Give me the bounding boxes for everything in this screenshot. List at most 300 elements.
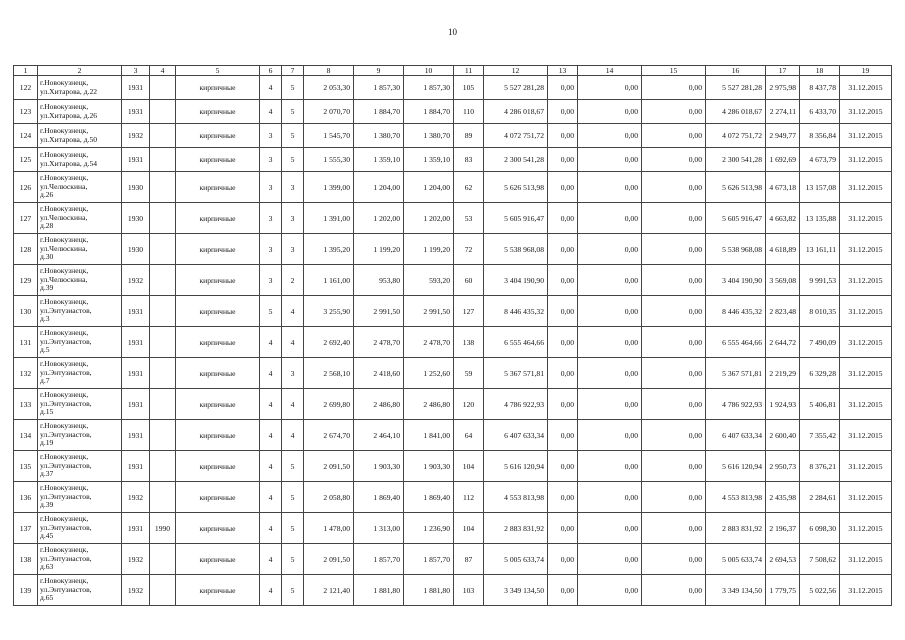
cell-c16: 5 538 968,08 <box>706 234 766 265</box>
cell-c11: 105 <box>454 76 484 100</box>
cell-c19: 31.12.2015 <box>840 389 892 420</box>
cell-c14: 0,00 <box>578 513 642 544</box>
cell-year: 1931 <box>122 389 150 420</box>
cell-c16: 5 527 281,28 <box>706 76 766 100</box>
column-header: 5 <box>176 66 260 76</box>
cell-material: кирпичные <box>176 358 260 389</box>
column-header: 17 <box>766 66 800 76</box>
cell-c13: 0,00 <box>548 203 578 234</box>
address-line: г.Новокузнецк, <box>40 390 89 400</box>
cell-c13: 0,00 <box>548 327 578 358</box>
cell-c8: 1 555,30 <box>304 148 354 172</box>
cell-year2 <box>150 100 176 124</box>
address-line: г.Новокузнецк, <box>40 452 89 462</box>
cell-c19: 31.12.2015 <box>840 327 892 358</box>
column-header: 14 <box>578 66 642 76</box>
cell-c9: 1 199,20 <box>354 234 404 265</box>
cell-year2 <box>150 327 176 358</box>
cell-c18: 13 135,88 <box>800 203 840 234</box>
address-cell <box>38 482 122 513</box>
address-line: г.Новокузнецк, <box>40 483 89 493</box>
address-line: ул.Хитарова, д.50 <box>40 134 98 144</box>
address-line: г.Новокузнецк, <box>40 173 89 183</box>
cell-year: 1932 <box>122 124 150 148</box>
cell-c13: 0,00 <box>548 172 578 203</box>
cell-c8: 1 161,00 <box>304 265 354 296</box>
cell-c11: 104 <box>454 513 484 544</box>
cell-c10: 1 857,70 <box>404 544 454 575</box>
cell-c8: 2 070,70 <box>304 100 354 124</box>
address-cell <box>38 451 122 482</box>
cell-c17: 4 673,18 <box>766 172 800 203</box>
cell-year: 1931 <box>122 296 150 327</box>
cell-c11: 110 <box>454 100 484 124</box>
cell-c18: 8 010,35 <box>800 296 840 327</box>
address-line: д.26 <box>40 190 54 200</box>
cell-c14: 0,00 <box>578 172 642 203</box>
address-line: ул.Энтузиастов, <box>40 491 92 501</box>
cell-c11: 120 <box>454 389 484 420</box>
address-line: ул.Челюскина, <box>40 274 88 284</box>
column-header: 3 <box>122 66 150 76</box>
cell-c14: 0,00 <box>578 148 642 172</box>
cell-c18: 8 356,84 <box>800 124 840 148</box>
cell-c16: 5 605 916,47 <box>706 203 766 234</box>
cell-c19: 31.12.2015 <box>840 234 892 265</box>
cell-c8: 1 395,20 <box>304 234 354 265</box>
cell-c19: 31.12.2015 <box>840 203 892 234</box>
table-row <box>14 513 892 544</box>
cell-c15: 0,00 <box>642 544 706 575</box>
cell-n: 133 <box>14 389 38 420</box>
cell-c19: 31.12.2015 <box>840 296 892 327</box>
cell-c11: 89 <box>454 124 484 148</box>
address-line: г.Новокузнецк, <box>40 266 89 276</box>
cell-c13: 0,00 <box>548 148 578 172</box>
cell-c7: 3 <box>282 234 304 265</box>
cell-c8: 1 391,00 <box>304 203 354 234</box>
cell-c11: 59 <box>454 358 484 389</box>
address-cell <box>38 172 122 203</box>
cell-material: кирпичные <box>176 327 260 358</box>
cell-c9: 1 359,10 <box>354 148 404 172</box>
cell-c19: 31.12.2015 <box>840 265 892 296</box>
cell-year: 1931 <box>122 358 150 389</box>
cell-c10: 2 478,70 <box>404 327 454 358</box>
cell-c12: 4 786 922,93 <box>484 389 548 420</box>
cell-year: 1931 <box>122 327 150 358</box>
cell-c8: 1 478,00 <box>304 513 354 544</box>
address-cell <box>38 296 122 327</box>
cell-c10: 1 881,80 <box>404 575 454 606</box>
cell-c15: 0,00 <box>642 513 706 544</box>
address-line: г.Новокузнецк, <box>40 78 89 87</box>
cell-c15: 0,00 <box>642 265 706 296</box>
cell-c18: 4 673,79 <box>800 148 840 172</box>
address-line: ул.Энтузиастов, <box>40 398 92 408</box>
cell-c17: 2 949,77 <box>766 124 800 148</box>
table-row <box>14 148 892 172</box>
cell-year: 1931 <box>122 76 150 100</box>
cell-c16: 6 407 633,34 <box>706 420 766 451</box>
cell-c7: 5 <box>282 575 304 606</box>
address-line: г.Новокузнецк, <box>40 576 89 586</box>
cell-c17: 2 823,48 <box>766 296 800 327</box>
cell-c6: 4 <box>260 327 282 358</box>
cell-c15: 0,00 <box>642 100 706 124</box>
cell-c7: 5 <box>282 148 304 172</box>
cell-material: кирпичные <box>176 234 260 265</box>
cell-c18: 7 490,09 <box>800 327 840 358</box>
cell-c14: 0,00 <box>578 124 642 148</box>
address-line: ул.Энтузиастов, <box>40 522 92 532</box>
table-row <box>14 451 892 482</box>
column-header: 19 <box>840 66 892 76</box>
cell-c15: 0,00 <box>642 76 706 100</box>
cell-c7: 5 <box>282 124 304 148</box>
cell-c16: 8 446 435,32 <box>706 296 766 327</box>
cell-year2 <box>150 234 176 265</box>
column-header: 1 <box>14 66 38 76</box>
cell-c13: 0,00 <box>548 100 578 124</box>
address-cell <box>38 265 122 296</box>
cell-c12: 6 555 464,66 <box>484 327 548 358</box>
cell-c7: 5 <box>282 76 304 100</box>
cell-c11: 53 <box>454 203 484 234</box>
cell-c6: 4 <box>260 100 282 124</box>
cell-c17: 2 694,53 <box>766 544 800 575</box>
cell-c15: 0,00 <box>642 234 706 265</box>
cell-n: 139 <box>14 575 38 606</box>
cell-c11: 60 <box>454 265 484 296</box>
cell-c17: 3 569,08 <box>766 265 800 296</box>
cell-material: кирпичные <box>176 513 260 544</box>
cell-c14: 0,00 <box>578 389 642 420</box>
cell-c10: 1 204,00 <box>404 172 454 203</box>
cell-c15: 0,00 <box>642 451 706 482</box>
cell-c14: 0,00 <box>578 203 642 234</box>
cell-c6: 3 <box>260 172 282 203</box>
address-line: д.45 <box>40 531 54 541</box>
table-row <box>14 76 892 100</box>
cell-c9: 1 857,70 <box>354 544 404 575</box>
cell-c18: 6 433,70 <box>800 100 840 124</box>
cell-c8: 2 674,70 <box>304 420 354 451</box>
column-header: 9 <box>354 66 404 76</box>
address-line: ул.Хитарова, д.26 <box>40 110 98 120</box>
cell-c15: 0,00 <box>642 124 706 148</box>
cell-c15: 0,00 <box>642 172 706 203</box>
cell-c7: 4 <box>282 296 304 327</box>
cell-c16: 3 404 190,90 <box>706 265 766 296</box>
cell-c17: 2 196,37 <box>766 513 800 544</box>
cell-c16: 4 286 018,67 <box>706 100 766 124</box>
cell-c10: 1 884,70 <box>404 100 454 124</box>
address-line: ул.Энтузиастов, <box>40 367 92 377</box>
cell-c10: 2 991,50 <box>404 296 454 327</box>
address-line: г.Новокузнецк, <box>40 328 89 338</box>
cell-c12: 2 883 831,92 <box>484 513 548 544</box>
column-header: 15 <box>642 66 706 76</box>
cell-c7: 5 <box>282 544 304 575</box>
cell-c9: 2 991,50 <box>354 296 404 327</box>
table-row <box>14 482 892 513</box>
cell-c16: 5 367 571,81 <box>706 358 766 389</box>
address-cell <box>38 327 122 358</box>
cell-c7: 4 <box>282 389 304 420</box>
table-row <box>14 100 892 124</box>
address-line: д.28 <box>40 221 54 231</box>
address-line: ул.Хитарова, д.54 <box>40 158 98 168</box>
cell-c8: 2 053,30 <box>304 76 354 100</box>
cell-c13: 0,00 <box>548 296 578 327</box>
address-line: ул.Энтузиастов, <box>40 429 92 439</box>
cell-c10: 1 202,00 <box>404 203 454 234</box>
column-header: 7 <box>282 66 304 76</box>
cell-c10: 2 486,80 <box>404 389 454 420</box>
cell-c12: 4 072 751,72 <box>484 124 548 148</box>
address-line: ул.Энтузиастов, <box>40 553 92 563</box>
address-line: г.Новокузнецк, <box>40 126 89 135</box>
cell-year: 1931 <box>122 451 150 482</box>
cell-c16: 3 349 134,50 <box>706 575 766 606</box>
cell-c18: 13 157,08 <box>800 172 840 203</box>
address-line: д.15 <box>40 407 54 417</box>
cell-c16: 5 005 633,74 <box>706 544 766 575</box>
cell-year2 <box>150 203 176 234</box>
cell-c12: 5 605 916,47 <box>484 203 548 234</box>
cell-c17: 4 663,82 <box>766 203 800 234</box>
cell-c17: 2 219,29 <box>766 358 800 389</box>
cell-year2 <box>150 451 176 482</box>
page-number: 10 <box>448 27 457 37</box>
cell-c6: 3 <box>260 203 282 234</box>
cell-year: 1930 <box>122 203 150 234</box>
address-line: д.63 <box>40 562 54 572</box>
cell-year2: 1990 <box>150 513 176 544</box>
cell-n: 131 <box>14 327 38 358</box>
cell-c17: 2 975,98 <box>766 76 800 100</box>
cell-c8: 1 545,70 <box>304 124 354 148</box>
cell-c17: 1 779,75 <box>766 575 800 606</box>
header-row <box>14 66 892 76</box>
cell-c8: 1 399,00 <box>304 172 354 203</box>
cell-n: 122 <box>14 76 38 100</box>
cell-c18: 7 508,62 <box>800 544 840 575</box>
cell-c8: 2 091,50 <box>304 451 354 482</box>
cell-c11: 83 <box>454 148 484 172</box>
cell-c9: 1 884,70 <box>354 100 404 124</box>
address-line: д.39 <box>40 283 54 293</box>
column-header: 12 <box>484 66 548 76</box>
cell-c9: 1 202,00 <box>354 203 404 234</box>
cell-material: кирпичные <box>176 76 260 100</box>
cell-c6: 4 <box>260 76 282 100</box>
cell-c7: 3 <box>282 358 304 389</box>
cell-c7: 4 <box>282 327 304 358</box>
address-line: ул.Челюскина, <box>40 181 88 191</box>
cell-material: кирпичные <box>176 482 260 513</box>
cell-c12: 2 300 541,28 <box>484 148 548 172</box>
cell-year2 <box>150 172 176 203</box>
cell-year2 <box>150 482 176 513</box>
cell-c12: 3 404 190,90 <box>484 265 548 296</box>
address-cell <box>38 575 122 606</box>
address-line: д.7 <box>40 376 50 386</box>
cell-c15: 0,00 <box>642 296 706 327</box>
cell-c18: 6 329,28 <box>800 358 840 389</box>
cell-c8: 2 699,80 <box>304 389 354 420</box>
cell-material: кирпичные <box>176 124 260 148</box>
address-line: ул.Энтузиастов, <box>40 584 92 594</box>
cell-c11: 64 <box>454 420 484 451</box>
address-line: ул.Энтузиастов, <box>40 460 92 470</box>
cell-c13: 0,00 <box>548 265 578 296</box>
column-header: 2 <box>38 66 122 76</box>
table-row <box>14 575 892 606</box>
address-line: г.Новокузнецк, <box>40 421 89 431</box>
cell-c10: 593,20 <box>404 265 454 296</box>
cell-c9: 2 478,70 <box>354 327 404 358</box>
cell-c9: 1 204,00 <box>354 172 404 203</box>
address-cell <box>38 76 122 100</box>
cell-n: 126 <box>14 172 38 203</box>
cell-c9: 953,80 <box>354 265 404 296</box>
cell-c6: 3 <box>260 265 282 296</box>
cell-c15: 0,00 <box>642 575 706 606</box>
cell-c15: 0,00 <box>642 358 706 389</box>
cell-c9: 1 380,70 <box>354 124 404 148</box>
address-cell <box>38 544 122 575</box>
cell-c16: 4 553 813,98 <box>706 482 766 513</box>
address-line: д.39 <box>40 500 54 510</box>
table-row <box>14 172 892 203</box>
cell-n: 137 <box>14 513 38 544</box>
address-cell <box>38 234 122 265</box>
cell-year2 <box>150 420 176 451</box>
cell-n: 129 <box>14 265 38 296</box>
cell-year2 <box>150 124 176 148</box>
cell-c15: 0,00 <box>642 420 706 451</box>
cell-c13: 0,00 <box>548 513 578 544</box>
cell-c7: 5 <box>282 451 304 482</box>
cell-c19: 31.12.2015 <box>840 76 892 100</box>
cell-c19: 31.12.2015 <box>840 451 892 482</box>
cell-c14: 0,00 <box>578 265 642 296</box>
cell-c8: 2 091,50 <box>304 544 354 575</box>
cell-c9: 2 486,80 <box>354 389 404 420</box>
cell-c13: 0,00 <box>548 451 578 482</box>
cell-year2 <box>150 389 176 420</box>
cell-year: 1932 <box>122 575 150 606</box>
cell-year2 <box>150 148 176 172</box>
cell-c11: 62 <box>454 172 484 203</box>
cell-c7: 5 <box>282 513 304 544</box>
cell-c10: 1 236,90 <box>404 513 454 544</box>
cell-c13: 0,00 <box>548 482 578 513</box>
cell-material: кирпичные <box>176 389 260 420</box>
column-header: 10 <box>404 66 454 76</box>
cell-c7: 4 <box>282 420 304 451</box>
cell-material: кирпичные <box>176 172 260 203</box>
cell-c18: 5 406,81 <box>800 389 840 420</box>
cell-c11: 103 <box>454 575 484 606</box>
cell-c9: 1 857,30 <box>354 76 404 100</box>
cell-c7: 5 <box>282 100 304 124</box>
cell-c13: 0,00 <box>548 234 578 265</box>
address-line: д.30 <box>40 252 54 262</box>
cell-c6: 4 <box>260 575 282 606</box>
address-line: д.3 <box>40 314 50 324</box>
cell-c8: 2 121,40 <box>304 575 354 606</box>
cell-n: 138 <box>14 544 38 575</box>
address-cell <box>38 420 122 451</box>
cell-c14: 0,00 <box>578 420 642 451</box>
cell-c12: 5 616 120,94 <box>484 451 548 482</box>
address-cell <box>38 148 122 172</box>
cell-c15: 0,00 <box>642 482 706 513</box>
cell-c6: 4 <box>260 513 282 544</box>
cell-c14: 0,00 <box>578 76 642 100</box>
cell-n: 128 <box>14 234 38 265</box>
cell-c7: 5 <box>282 482 304 513</box>
cell-c6: 4 <box>260 358 282 389</box>
cell-c7: 2 <box>282 265 304 296</box>
cell-c12: 5 538 968,08 <box>484 234 548 265</box>
address-line: г.Новокузнецк, <box>40 514 89 524</box>
cell-c6: 3 <box>260 234 282 265</box>
cell-c6: 3 <box>260 124 282 148</box>
table-row <box>14 327 892 358</box>
address-line: ул.Энтузиастов, <box>40 305 92 315</box>
cell-c10: 1 903,30 <box>404 451 454 482</box>
table-row <box>14 420 892 451</box>
cell-c9: 2 464,10 <box>354 420 404 451</box>
cell-c12: 3 349 134,50 <box>484 575 548 606</box>
cell-c6: 4 <box>260 451 282 482</box>
cell-year: 1930 <box>122 234 150 265</box>
cell-c12: 5 005 633,74 <box>484 544 548 575</box>
address-line: ул.Челюскина, <box>40 243 88 253</box>
column-header: 18 <box>800 66 840 76</box>
table-row <box>14 389 892 420</box>
cell-c18: 8 376,21 <box>800 451 840 482</box>
cell-c19: 31.12.2015 <box>840 172 892 203</box>
cell-c9: 1 313,00 <box>354 513 404 544</box>
column-header: 13 <box>548 66 578 76</box>
table-row <box>14 296 892 327</box>
cell-c19: 31.12.2015 <box>840 575 892 606</box>
cell-c17: 1 692,69 <box>766 148 800 172</box>
cell-material: кирпичные <box>176 544 260 575</box>
cell-c10: 1 841,00 <box>404 420 454 451</box>
cell-c19: 31.12.2015 <box>840 148 892 172</box>
cell-c9: 2 418,60 <box>354 358 404 389</box>
cell-year: 1932 <box>122 544 150 575</box>
cell-year2 <box>150 265 176 296</box>
cell-year: 1931 <box>122 420 150 451</box>
cell-n: 136 <box>14 482 38 513</box>
cell-c16: 6 555 464,66 <box>706 327 766 358</box>
table-row <box>14 234 892 265</box>
cell-c14: 0,00 <box>578 482 642 513</box>
cell-n: 123 <box>14 100 38 124</box>
cell-c15: 0,00 <box>642 389 706 420</box>
cell-year: 1930 <box>122 172 150 203</box>
cell-year: 1931 <box>122 148 150 172</box>
address-line: г.Новокузнецк, <box>40 150 89 159</box>
cell-c14: 0,00 <box>578 544 642 575</box>
